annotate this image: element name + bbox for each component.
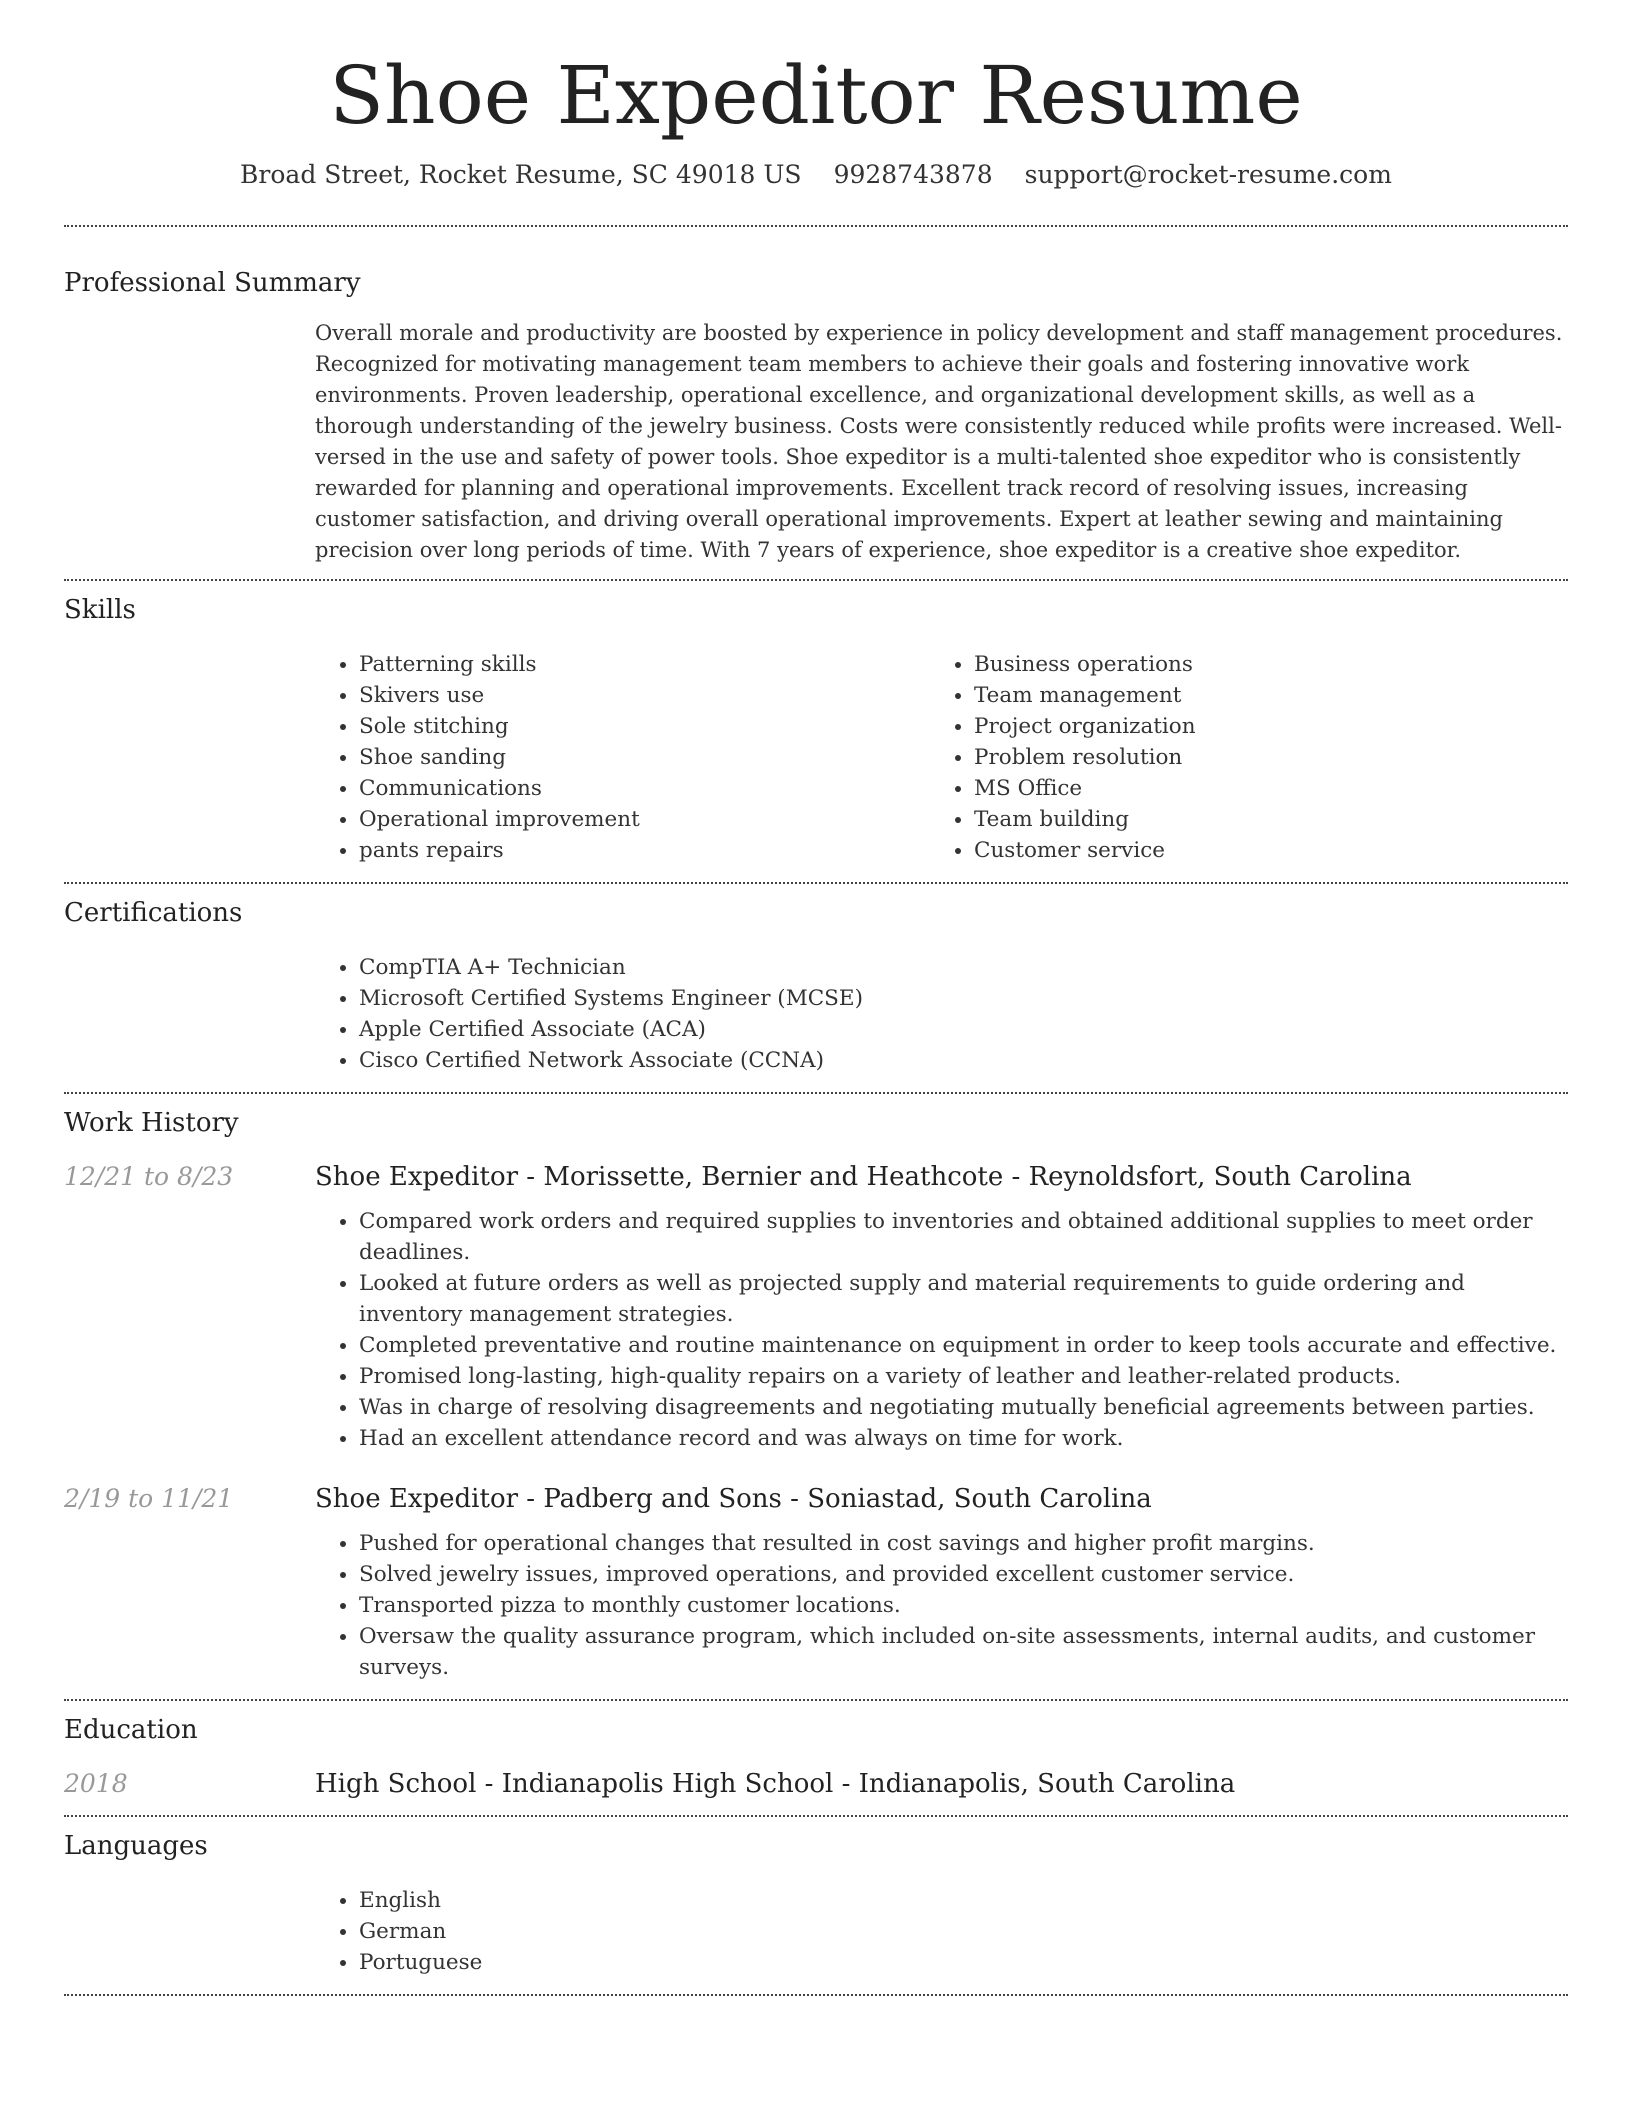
list-item: • Transported pizza to monthly customer locations. xyxy=(359,1590,1568,1621)
education-entry xyxy=(64,1769,1568,1799)
education-date: 2018 xyxy=(64,1769,128,1798)
list-item: • Solved jewelry issues, improved operations, and provided excellent customer service. xyxy=(359,1559,1568,1590)
contact-email[interactable]: support@rocket-resume.com xyxy=(1024,160,1392,189)
skills-list-right xyxy=(930,649,1545,866)
skills-section xyxy=(64,593,1568,866)
list-item: • Project organization xyxy=(974,711,1545,742)
list-item: • Operational improvement xyxy=(359,804,930,835)
list-item: • Cisco Certified Network Associate (CCNA) xyxy=(359,1045,1568,1076)
list-item: • Oversaw the quality assurance program, which included on-site assessments, internal audits, and customer surveys. xyxy=(359,1621,1568,1683)
list-item: • pants repairs xyxy=(359,835,930,866)
certifications-section xyxy=(64,896,1568,1076)
list-item: • Sole stitching xyxy=(359,711,930,742)
list-item: • German xyxy=(359,1916,1568,1947)
certifications-list xyxy=(315,952,1568,1076)
languages-list xyxy=(315,1885,1568,1978)
summary-text: Overall morale and productivity are boosted by experience in policy development and staff management procedures. Recognized for motivating management team members to achieve their goals and fostering innovative work environments. Proven leadership, operational excellence, and organizational development skills, as well as a thorough understanding of the jewelry business. Costs were consistently reduced while profits were increased. Well-versed in the use and safety of power tools. Shoe expeditor is a multi-talented shoe expeditor who is consistently rewarded for planning and operational improvements. Excellent track record of resolving issues, increasing customer satisfaction, and driving overall operational improvements. Expert at leather sewing and maintaining precision over long periods of time. With 7 years of experience, shoe expeditor is a creative shoe expeditor. xyxy=(315,321,1563,562)
education-heading: Education xyxy=(64,1715,198,1745)
list-item: • Patterning skills xyxy=(359,649,930,680)
list-item: • Shoe sanding xyxy=(359,742,930,773)
list-item: • Portuguese xyxy=(359,1947,1568,1978)
resume-page xyxy=(64,0,1568,1996)
work-heading: Work History xyxy=(64,1108,239,1138)
list-item: • Compared work orders and required supplies to inventories and obtained additional supplies to meet order deadlines. xyxy=(359,1206,1568,1268)
resume-title: Shoe Expeditor Resume xyxy=(329,49,1303,142)
divider xyxy=(64,882,1568,884)
list-item: • Business operations xyxy=(974,649,1545,680)
languages-heading: Languages xyxy=(64,1831,208,1861)
list-item: • Had an excellent attendance record and was always on time for work. xyxy=(359,1423,1568,1454)
list-item: • Communications xyxy=(359,773,930,804)
divider xyxy=(64,1994,1568,1996)
job-bullets xyxy=(315,1206,1568,1454)
list-item: • Pushed for operational changes that resulted in cost savings and higher profit margins. xyxy=(359,1528,1568,1559)
work-section xyxy=(64,1106,1568,1683)
job-dates: 2/19 to 11/21 xyxy=(64,1484,234,1513)
summary-section xyxy=(64,266,1568,566)
list-item: • Was in charge of resolving disagreements and negotiating mutually beneficial agreements between parties. xyxy=(359,1392,1568,1423)
job-bullets xyxy=(315,1528,1568,1683)
education-heading-line: High School - Indianapolis High School - Indianapolis, South Carolina xyxy=(315,1769,1236,1799)
job-heading: Shoe Expeditor - Morissette, Bernier and Heathcote - Reynoldsfort, South Carolina xyxy=(315,1162,1412,1192)
job-dates: 12/21 to 8/23 xyxy=(64,1162,234,1191)
list-item: • CompTIA A+ Technician xyxy=(359,952,1568,983)
certifications-heading: Certifications xyxy=(64,898,243,928)
list-item: • Looked at future orders as well as projected supply and material requirements to guide ordering and inventory management strategies. xyxy=(359,1268,1568,1330)
resume-header xyxy=(64,0,1568,189)
list-item: • Customer service xyxy=(974,835,1545,866)
contact-address: Broad Street, Rocket Resume, SC 49018 US xyxy=(240,160,802,189)
list-item: • Team management xyxy=(974,680,1545,711)
list-item: • Problem resolution xyxy=(974,742,1545,773)
skills-list-left xyxy=(315,649,930,866)
skills-heading: Skills xyxy=(64,595,136,625)
languages-section xyxy=(64,1829,1568,1978)
job-entry xyxy=(64,1484,1568,1683)
education-section xyxy=(64,1713,1568,1799)
list-item: • English xyxy=(359,1885,1568,1916)
list-item: • Microsoft Certified Systems Engineer (MCSE) xyxy=(359,983,1568,1014)
list-item: • Skivers use xyxy=(359,680,930,711)
summary-heading: Professional Summary xyxy=(64,268,361,298)
list-item: • Apple Certified Associate (ACA) xyxy=(359,1014,1568,1045)
contact-line xyxy=(64,160,1568,189)
skills-columns xyxy=(315,649,1568,866)
job-heading: Shoe Expeditor - Padberg and Sons - Soniastad, South Carolina xyxy=(315,1484,1152,1514)
divider xyxy=(64,579,1568,581)
divider xyxy=(64,1092,1568,1094)
divider xyxy=(64,1699,1568,1701)
divider xyxy=(64,1815,1568,1817)
divider xyxy=(64,225,1568,227)
list-item: • Team building xyxy=(974,804,1545,835)
job-entry xyxy=(64,1162,1568,1454)
list-item: • MS Office xyxy=(974,773,1545,804)
contact-phone: 9928743878 xyxy=(833,160,993,189)
list-item: • Promised long-lasting, high-quality repairs on a variety of leather and leather-related products. xyxy=(359,1361,1568,1392)
list-item: • Completed preventative and routine maintenance on equipment in order to keep tools accurate and effective. xyxy=(359,1330,1568,1361)
